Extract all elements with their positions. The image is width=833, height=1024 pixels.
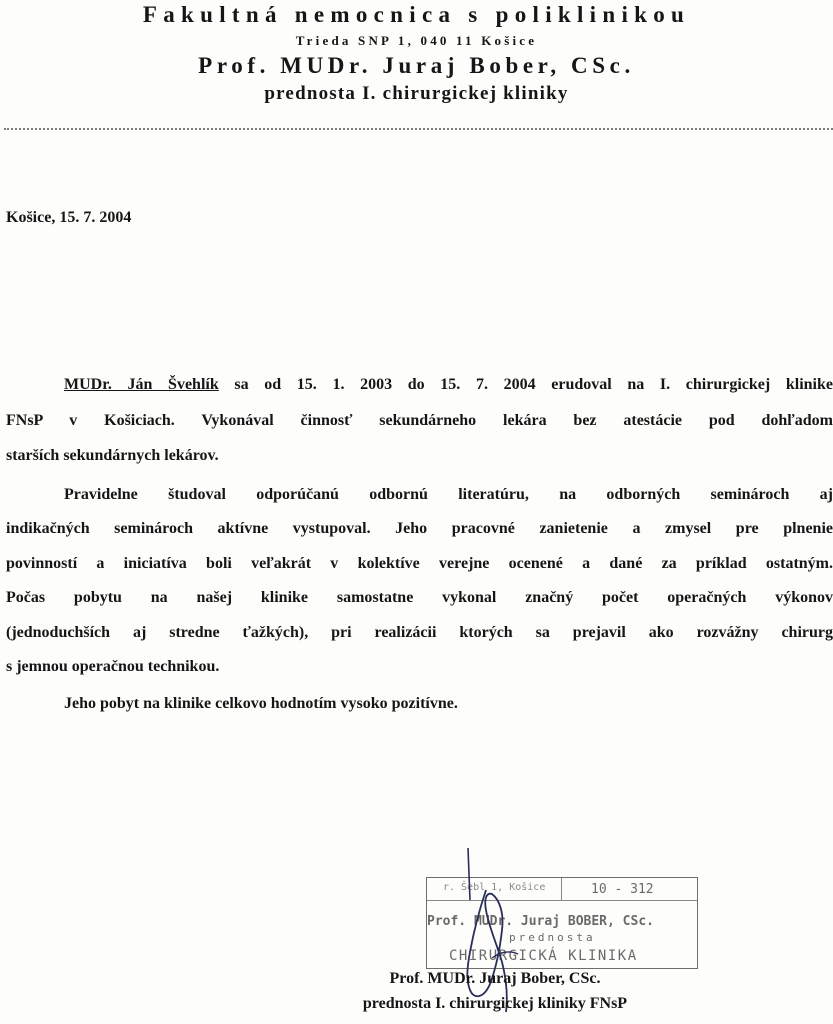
place-and-date: Košice, 15. 7. 2004 — [6, 209, 132, 226]
stamp-address: r. Šebl 1, Košice — [443, 882, 546, 893]
subject-name: MUDr. Ján Švehlík — [64, 376, 219, 393]
body-line — [6, 369, 833, 400]
stamp-divider — [561, 878, 562, 900]
letterhead-author: Prof. MUDr. Juraj Bober, CSc. — [198, 53, 635, 78]
letterhead-role: prednosta I. chirurgickej kliniky — [264, 83, 569, 104]
signatory-role: prednosta I. chirurgickej kliniky FNsP — [362, 995, 628, 1012]
signatory-name: Prof. MUDr. Juraj Bober, CSc. — [389, 970, 601, 987]
body-line: indikačných seminároch aktívne vystupoval. Jeho pracovné zanietenie a zmysel pre plnenie — [6, 520, 833, 537]
body-line: s jemnou operačnou technikou. — [6, 658, 220, 675]
stamp-name: Prof. MUDr. Juraj BOBER, CSc. — [427, 914, 654, 929]
body-line-text: sa od 15. 1. 2003 do 15. 7. 2004 erudoval na I. chirurgickej klinike — [218, 376, 833, 393]
body-line: (jednoduchších aj stredne ťažkých), pri realizácii ktorých sa prejavil ako rozvážny chirurg — [6, 624, 833, 641]
body-line: FNsP v Košiciach. Vykonával činnosť sekundárneho lekára bez atestácie pod dohľadom — [6, 412, 833, 429]
stamp-number: 10 - 312 — [591, 882, 654, 897]
body-line: Pravidelne študoval odporúčanú odbornú literatúru, na odborných seminároch aj — [64, 486, 833, 503]
body-line: povinností a iniciatíva boli veľakrát v kolektíve verejne ocenené a dané za príklad ostatným. — [6, 555, 833, 572]
body-line: Počas pobytu na našej klinike samostatne vykonal značný počet operačných výkonov — [6, 589, 833, 606]
institution-address: Trieda SNP 1, 040 11 Košice — [295, 33, 538, 48]
handwritten-signature — [440, 840, 560, 1020]
stamp-title: prednosta — [509, 931, 596, 944]
institution-name: Fakultná nemocnica s poliklinikou — [142, 2, 691, 27]
closing-line: Jeho pobyt na klinike celkovo hodnotím vysoko pozitívne. — [64, 695, 458, 712]
stamp-clinic: CHIRURGICKÁ KLINIKA — [449, 948, 638, 964]
header-divider — [4, 128, 833, 130]
body-line: starších sekundárnych lekárov. — [6, 447, 219, 464]
